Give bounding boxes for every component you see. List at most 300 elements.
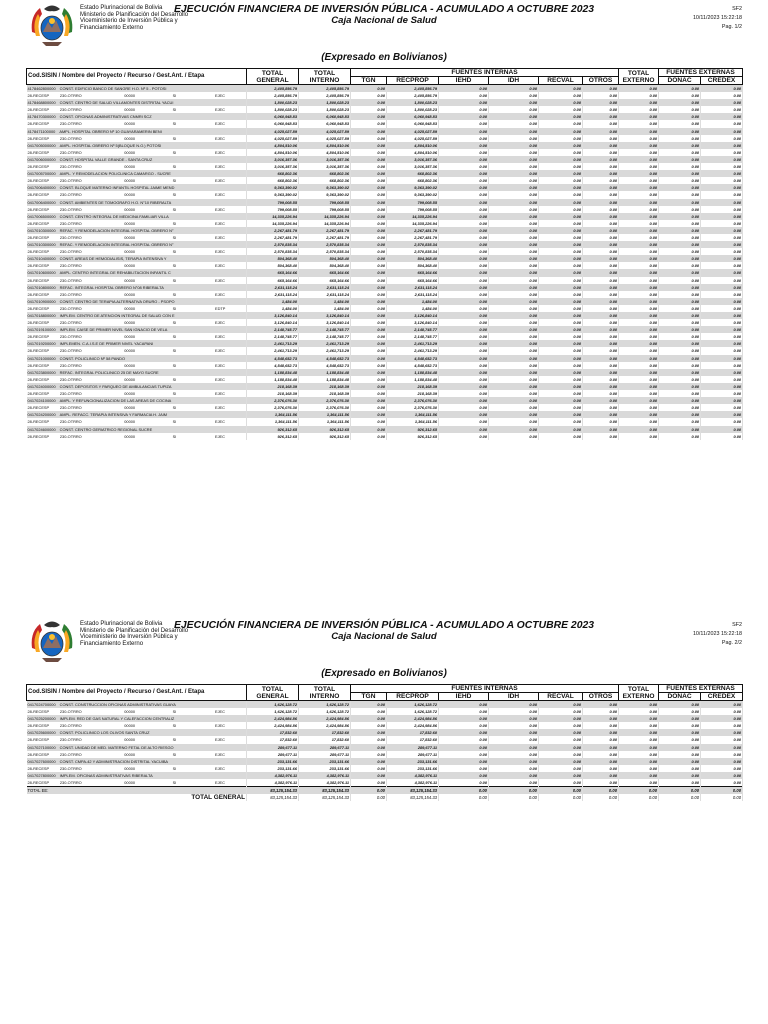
detail-donac: 0.00: [659, 765, 701, 772]
page-number: Pag. 1/2: [721, 24, 742, 30]
project-iehd: 0.00: [439, 772, 489, 779]
project-row: [27, 383, 743, 390]
project-donac: 0.00: [659, 241, 701, 248]
project-label: [27, 184, 247, 191]
project-recval: 0.00: [539, 184, 583, 191]
detail-total-interno: 2,570,835.34: [299, 248, 351, 255]
project-tgn: 0.00: [351, 184, 387, 191]
total-ee-idh: 0.00: [489, 787, 539, 795]
detail-etapa: EJEC: [215, 765, 225, 771]
project-code: 0417025600000: [27, 730, 56, 736]
detail-recprop: 926,312.65: [387, 433, 439, 440]
report-datetime: 10/11/2023 15:22:18: [692, 631, 742, 637]
detail-recurso: 28-RECESP: [27, 206, 50, 212]
detail-total-general: 6,060,948.83: [247, 120, 299, 127]
project-donac: 0.00: [659, 426, 701, 433]
detail-label: [27, 751, 247, 758]
detail-total-general: 3,016,357.36: [247, 163, 299, 170]
detail-recprop: 2,424,984.86: [387, 722, 439, 729]
detail-row: [27, 92, 743, 99]
detail-credex: 0.00: [701, 433, 743, 440]
detail-row: [27, 248, 743, 255]
project-donac: 0.00: [659, 701, 701, 709]
project-total-general: 2,461,713.29: [247, 340, 299, 347]
project-tgn: 0.00: [351, 99, 387, 106]
detail-fuente: 230-OTRRO: [59, 419, 82, 425]
detail-recurso: 28-RECESP: [27, 164, 50, 170]
detail-recprop: 14,335,226.94: [387, 220, 439, 227]
detail-total-externo: 0.00: [619, 376, 659, 383]
detail-row: [27, 163, 743, 170]
project-total-general: 17,832.60: [247, 729, 299, 736]
col-header-otros: OTROS: [583, 77, 619, 85]
col-header-tgn: TGN: [351, 693, 387, 701]
project-idh: 0.00: [489, 255, 539, 262]
project-recprop: 3,126,840.14: [387, 312, 439, 319]
detail-gest-ant: SI: [172, 405, 177, 411]
detail-otros: 0.00: [583, 404, 619, 411]
ministry-line: Ministerio de Planificación del Desarrollo: [80, 627, 189, 634]
detail-fuente: 230-OTRRO: [59, 234, 82, 240]
detail-iehd: 0.00: [439, 191, 489, 198]
project-total-interno: 6,060,948.83: [299, 113, 351, 120]
project-credex: 0.00: [701, 326, 743, 333]
detail-fuente-code: 00000: [124, 334, 136, 340]
project-iehd: 0.00: [439, 184, 489, 191]
detail-recval: 0.00: [539, 433, 583, 440]
project-tgn: 0.00: [351, 298, 387, 305]
detail-iehd: 0.00: [439, 376, 489, 383]
project-code: 0417021000000: [27, 355, 56, 361]
project-row: [27, 85, 743, 93]
detail-fuente-code: 00000: [124, 178, 136, 184]
project-recval: 0.00: [539, 312, 583, 319]
col-header-fuentes-internas: FUENTES INTERNAS: [351, 685, 619, 693]
detail-total-general: 4,804,510.06: [247, 149, 299, 156]
project-tgn: 0.00: [351, 142, 387, 149]
detail-fuente-code: 00000: [124, 263, 136, 269]
report-title: [26, 4, 742, 26]
detail-recurso: 28-RECESP: [27, 121, 50, 127]
detail-otros: 0.00: [583, 277, 619, 284]
project-donac: 0.00: [659, 340, 701, 347]
project-recprop: 1,484.00: [387, 298, 439, 305]
detail-label: [27, 234, 247, 241]
detail-total-externo: 0.00: [619, 92, 659, 99]
col-header-total-interno: TOTAL INTERNO: [299, 685, 351, 701]
project-donac: 0.00: [659, 227, 701, 234]
total-general-donac: 0.00: [659, 794, 701, 801]
detail-idh: 0.00: [489, 248, 539, 255]
detail-recprop: 2,148,745.77: [387, 333, 439, 340]
project-credex: 0.00: [701, 99, 743, 106]
detail-otros: 0.00: [583, 120, 619, 127]
project-row: [27, 156, 743, 163]
detail-otros: 0.00: [583, 722, 619, 729]
project-total-interno: 926,312.65: [299, 426, 351, 433]
detail-credex: 0.00: [701, 779, 743, 787]
project-code: 0417010400000: [27, 256, 56, 262]
col-header-fuentes-externas: FUENTES EXTERNAS: [659, 69, 743, 77]
detail-row: [27, 319, 743, 326]
detail-label: [27, 708, 247, 715]
project-total-externo: 0.00: [619, 340, 659, 347]
detail-recurso: 28-RECESP: [27, 709, 50, 715]
project-recprop: 1,626,128.72: [387, 701, 439, 709]
detail-gest-ant: SI: [172, 362, 177, 368]
detail-etapa: EJEC: [215, 249, 225, 255]
detail-total-general: 4,025,027.89: [247, 135, 299, 142]
detail-credex: 0.00: [701, 736, 743, 743]
detail-donac: 0.00: [659, 106, 701, 113]
detail-idh: 0.00: [489, 305, 539, 312]
detail-fuente: 230-OTRRO: [59, 709, 82, 715]
detail-recval: 0.00: [539, 234, 583, 241]
detail-recval: 0.00: [539, 376, 583, 383]
project-recval: 0.00: [539, 113, 583, 120]
detail-credex: 0.00: [701, 248, 743, 255]
detail-credex: 0.00: [701, 319, 743, 326]
project-donac: 0.00: [659, 156, 701, 163]
project-name: IMPLEM. CAISE DE PRIMER NIVEL SAN IGNACIO DE VELA: [59, 327, 168, 333]
col-header-total-externo: TOTAL EXTERNO: [619, 69, 659, 85]
detail-total-externo: 0.00: [619, 779, 659, 787]
project-recprop: 17,832.60: [387, 729, 439, 736]
project-row: [27, 326, 743, 333]
project-recval: 0.00: [539, 128, 583, 135]
detail-tgn: 0.00: [351, 291, 387, 298]
project-recval: 0.00: [539, 142, 583, 149]
project-credex: 0.00: [701, 298, 743, 305]
project-label: [27, 340, 247, 347]
detail-gest-ant: SI: [172, 737, 177, 743]
detail-row: [27, 376, 743, 383]
detail-iehd: 0.00: [439, 291, 489, 298]
detail-etapa: EJEC: [215, 164, 225, 170]
project-label: [27, 383, 247, 390]
project-code: 0417023800000: [27, 369, 56, 375]
project-recprop: 2,570,835.34: [387, 241, 439, 248]
project-total-interno: 2,631,115.24: [299, 284, 351, 291]
detail-gest-ant: SI: [172, 433, 177, 439]
project-recval: 0.00: [539, 326, 583, 333]
col-header-total-general: TOTAL GENERAL: [247, 685, 299, 701]
detail-etapa: EJEC: [215, 433, 225, 439]
project-name: CONST. HOSPITAL VALLE GRANDE - SANTA CRUZ: [59, 156, 153, 162]
project-label: [27, 312, 247, 319]
project-iehd: 0.00: [439, 255, 489, 262]
total-general-externo: 0.00: [619, 794, 659, 801]
detail-recval: 0.00: [539, 277, 583, 284]
project-total-general: 504,368.40: [247, 255, 299, 262]
project-total-general: 9,363,390.02: [247, 184, 299, 191]
detail-fuente-code: 00000: [124, 737, 136, 743]
project-tgn: 0.00: [351, 227, 387, 234]
detail-total-interno: 2,405,856.79: [299, 92, 351, 99]
project-total-interno: 504,368.40: [299, 255, 351, 262]
project-name: CONST. DEPOSITOS Y PARQUEO DE AMBULANCIAS TUPIZA: [59, 383, 172, 389]
project-credex: 0.00: [701, 284, 743, 291]
detail-recval: 0.00: [539, 248, 583, 255]
detail-total-general: 1,484.00: [247, 305, 299, 312]
project-idh: 0.00: [489, 113, 539, 120]
detail-credex: 0.00: [701, 277, 743, 284]
detail-total-interno: 665,164.66: [299, 277, 351, 284]
project-code: 0417010600000: [27, 270, 56, 276]
project-name: CONST. OFICINAS ADMINISTRATIVAS CNMRI SCZ: [59, 114, 152, 120]
project-label: [27, 369, 247, 376]
project-credex: 0.00: [701, 184, 743, 191]
report-meta: [693, 5, 742, 32]
detail-row: [27, 291, 743, 298]
project-total-interno: 289,677.11: [299, 744, 351, 751]
project-code: 0417006500000: [27, 213, 56, 219]
detail-recval: 0.00: [539, 362, 583, 369]
detail-gest-ant: SI: [172, 305, 177, 311]
project-total-general: 665,164.66: [247, 269, 299, 276]
detail-credex: 0.00: [701, 376, 743, 383]
project-total-general: 218,168.39: [247, 383, 299, 390]
project-total-interno: 2,461,713.29: [299, 340, 351, 347]
col-header-recval: RECVAL: [539, 693, 583, 701]
detail-etapa: EJEC: [215, 348, 225, 354]
project-otros: 0.00: [583, 312, 619, 319]
project-recprop: 4,382,976.11: [387, 772, 439, 779]
project-donac: 0.00: [659, 383, 701, 390]
project-total-externo: 0.00: [619, 411, 659, 418]
detail-label: [27, 362, 247, 369]
detail-otros: 0.00: [583, 163, 619, 170]
detail-recurso: 28-RECESP: [27, 135, 50, 141]
detail-total-general: 4,382,976.11: [247, 779, 299, 787]
project-idh: 0.00: [489, 758, 539, 765]
project-otros: 0.00: [583, 269, 619, 276]
project-donac: 0.00: [659, 85, 701, 93]
project-tgn: 0.00: [351, 255, 387, 262]
detail-recval: 0.00: [539, 333, 583, 340]
detail-iehd: 0.00: [439, 234, 489, 241]
project-label: [27, 213, 247, 220]
detail-recurso: 28-RECESP: [27, 220, 50, 226]
detail-etapa: EJEC: [215, 419, 225, 425]
detail-iehd: 0.00: [439, 277, 489, 284]
table-body-page-1: [27, 85, 743, 440]
project-donac: 0.00: [659, 758, 701, 765]
col-header-otros: OTROS: [583, 693, 619, 701]
detail-recurso: 28-RECESP: [27, 334, 50, 340]
project-tgn: 0.00: [351, 213, 387, 220]
col-header-name: Cod.SISIN / Nombre del Proyecto / Recurso / Gest.Ant. / Etapa: [27, 685, 247, 701]
detail-row: [27, 305, 743, 312]
project-total-interno: 665,164.66: [299, 269, 351, 276]
detail-recval: 0.00: [539, 765, 583, 772]
project-credex: 0.00: [701, 397, 743, 404]
detail-recval: 0.00: [539, 722, 583, 729]
project-total-interno: 2,570,835.34: [299, 241, 351, 248]
project-row: [27, 128, 743, 135]
project-idh: 0.00: [489, 715, 539, 722]
project-row: [27, 369, 743, 376]
project-total-general: 289,677.11: [247, 744, 299, 751]
detail-etapa: EJEC: [215, 709, 225, 715]
project-recval: 0.00: [539, 744, 583, 751]
detail-fuente-code: 00000: [124, 765, 136, 771]
detail-iehd: 0.00: [439, 248, 489, 255]
report-header: [26, 616, 742, 684]
project-name: IMPLEM. OFICINAS ADMINISTRATIVAS RIBERALTA: [59, 772, 153, 778]
project-iehd: 0.00: [439, 128, 489, 135]
detail-idh: 0.00: [489, 362, 539, 369]
project-tgn: 0.00: [351, 411, 387, 418]
detail-recurso: 28-RECESP: [27, 376, 50, 382]
detail-total-general: 3,126,840.14: [247, 319, 299, 326]
project-recprop: 14,335,226.94: [387, 213, 439, 220]
detail-total-externo: 0.00: [619, 120, 659, 127]
project-row: [27, 113, 743, 120]
detail-recurso: 28-RECESP: [27, 249, 50, 255]
detail-tgn: 0.00: [351, 433, 387, 440]
project-recval: 0.00: [539, 284, 583, 291]
detail-recurso: 28-RECESP: [27, 391, 50, 397]
detail-credex: 0.00: [701, 751, 743, 758]
project-code: 0417006400000: [27, 199, 56, 205]
project-recval: 0.00: [539, 99, 583, 106]
detail-etapa: EJEC: [215, 220, 225, 226]
project-name: REFAC. INTEGRAL POLICLINICO 25 DE MAYO SUCRE: [59, 369, 159, 375]
detail-fuente: 230-OTRRO: [59, 433, 82, 439]
detail-recurso: 28-RECESP: [27, 234, 50, 240]
project-name: IMPLEMEN. C.A.I.S.E DE PRIMER NIVEL YACAPANI: [59, 341, 154, 347]
detail-recurso: 28-RECESP: [27, 178, 50, 184]
report-title: [26, 620, 742, 642]
detail-gest-ant: SI: [172, 164, 177, 170]
project-total-interno: 233,131.66: [299, 758, 351, 765]
total-ee-tgn: 0.00: [351, 787, 387, 795]
report-meta: [693, 621, 742, 648]
detail-donac: 0.00: [659, 191, 701, 198]
col-header-donac: DONAC: [659, 693, 701, 701]
project-otros: 0.00: [583, 199, 619, 206]
detail-fuente-code: 00000: [124, 751, 136, 757]
project-donac: 0.00: [659, 729, 701, 736]
project-total-interno: 799,008.55: [299, 199, 351, 206]
detail-gest-ant: SI: [172, 107, 177, 113]
detail-total-externo: 0.00: [619, 347, 659, 354]
detail-tgn: 0.00: [351, 390, 387, 397]
detail-total-general: 504,368.40: [247, 262, 299, 269]
project-iehd: 0.00: [439, 85, 489, 93]
expressed-in: (Expresado en Bolivianos): [321, 52, 447, 63]
project-idh: 0.00: [489, 312, 539, 319]
project-recprop: 2,405,856.79: [387, 85, 439, 93]
project-total-general: 4,382,976.11: [247, 772, 299, 779]
detail-recprop: 2,376,076.30: [387, 404, 439, 411]
project-iehd: 0.00: [439, 113, 489, 120]
detail-donac: 0.00: [659, 319, 701, 326]
project-code: 0417018800000: [27, 313, 56, 318]
project-otros: 0.00: [583, 426, 619, 433]
project-donac: 0.00: [659, 269, 701, 276]
detail-row: [27, 177, 743, 184]
detail-recurso: 28-RECESP: [27, 362, 50, 368]
detail-recprop: 6,060,948.83: [387, 120, 439, 127]
col-header-donac: DONAC: [659, 77, 701, 85]
project-label: [27, 170, 247, 177]
detail-credex: 0.00: [701, 390, 743, 397]
detail-total-interno: 2,631,115.24: [299, 291, 351, 298]
detail-etapa: EJEC: [215, 206, 225, 212]
detail-otros: 0.00: [583, 262, 619, 269]
detail-label: [27, 305, 247, 312]
detail-total-interno: 4,382,976.11: [299, 779, 351, 787]
detail-total-externo: 0.00: [619, 319, 659, 326]
detail-total-externo: 0.00: [619, 277, 659, 284]
detail-recval: 0.00: [539, 319, 583, 326]
detail-total-interno: 14,335,226.94: [299, 220, 351, 227]
project-name: CONST. CENTRO INTEGRAL DE MEDICINA FAMILIAR VILLA: [59, 213, 169, 219]
ministry-line: Financiamiento Externo: [80, 640, 144, 647]
detail-gest-ant: SI: [172, 149, 177, 155]
detail-gest-ant: SI: [172, 93, 177, 99]
detail-recprop: 2,461,713.29: [387, 347, 439, 354]
project-otros: 0.00: [583, 128, 619, 135]
detail-fuente-code: 00000: [124, 780, 136, 786]
project-credex: 0.00: [701, 128, 743, 135]
col-header-credex: CREDEX: [701, 693, 743, 701]
project-credex: 0.00: [701, 369, 743, 376]
detail-gest-ant: SI: [172, 178, 177, 184]
detail-etapa: EJEC: [215, 362, 225, 368]
project-total-externo: 0.00: [619, 298, 659, 305]
total-ee-otros: 0.00: [583, 787, 619, 795]
project-recval: 0.00: [539, 411, 583, 418]
detail-tgn: 0.00: [351, 277, 387, 284]
detail-row: [27, 404, 743, 411]
project-label: [27, 284, 247, 291]
project-total-externo: 0.00: [619, 744, 659, 751]
project-otros: 0.00: [583, 227, 619, 234]
detail-recprop: 3,016,357.36: [387, 163, 439, 170]
total-ee-externo: 0.00: [619, 787, 659, 795]
project-row: [27, 744, 743, 751]
detail-row: [27, 779, 743, 787]
col-header-total-externo: TOTAL EXTERNO: [619, 685, 659, 701]
detail-total-general: 289,677.11: [247, 751, 299, 758]
detail-label: [27, 191, 247, 198]
project-recval: 0.00: [539, 241, 583, 248]
detail-otros: 0.00: [583, 220, 619, 227]
project-total-externo: 0.00: [619, 255, 659, 262]
project-credex: 0.00: [701, 85, 743, 93]
project-donac: 0.00: [659, 99, 701, 106]
project-otros: 0.00: [583, 99, 619, 106]
detail-tgn: 0.00: [351, 347, 387, 354]
detail-label: [27, 390, 247, 397]
detail-tgn: 0.00: [351, 362, 387, 369]
detail-otros: 0.00: [583, 177, 619, 184]
col-header-iehd: IEHD: [439, 693, 489, 701]
detail-fuente-code: 00000: [124, 206, 136, 212]
project-total-general: 6,060,948.83: [247, 113, 299, 120]
detail-fuente: 230-OTRRO: [59, 206, 82, 212]
detail-otros: 0.00: [583, 765, 619, 772]
total-ee-recval: 0.00: [539, 787, 583, 795]
detail-tgn: 0.00: [351, 333, 387, 340]
project-label: [27, 298, 247, 305]
detail-otros: 0.00: [583, 106, 619, 113]
detail-credex: 0.00: [701, 708, 743, 715]
detail-total-interno: 2,461,713.29: [299, 347, 351, 354]
